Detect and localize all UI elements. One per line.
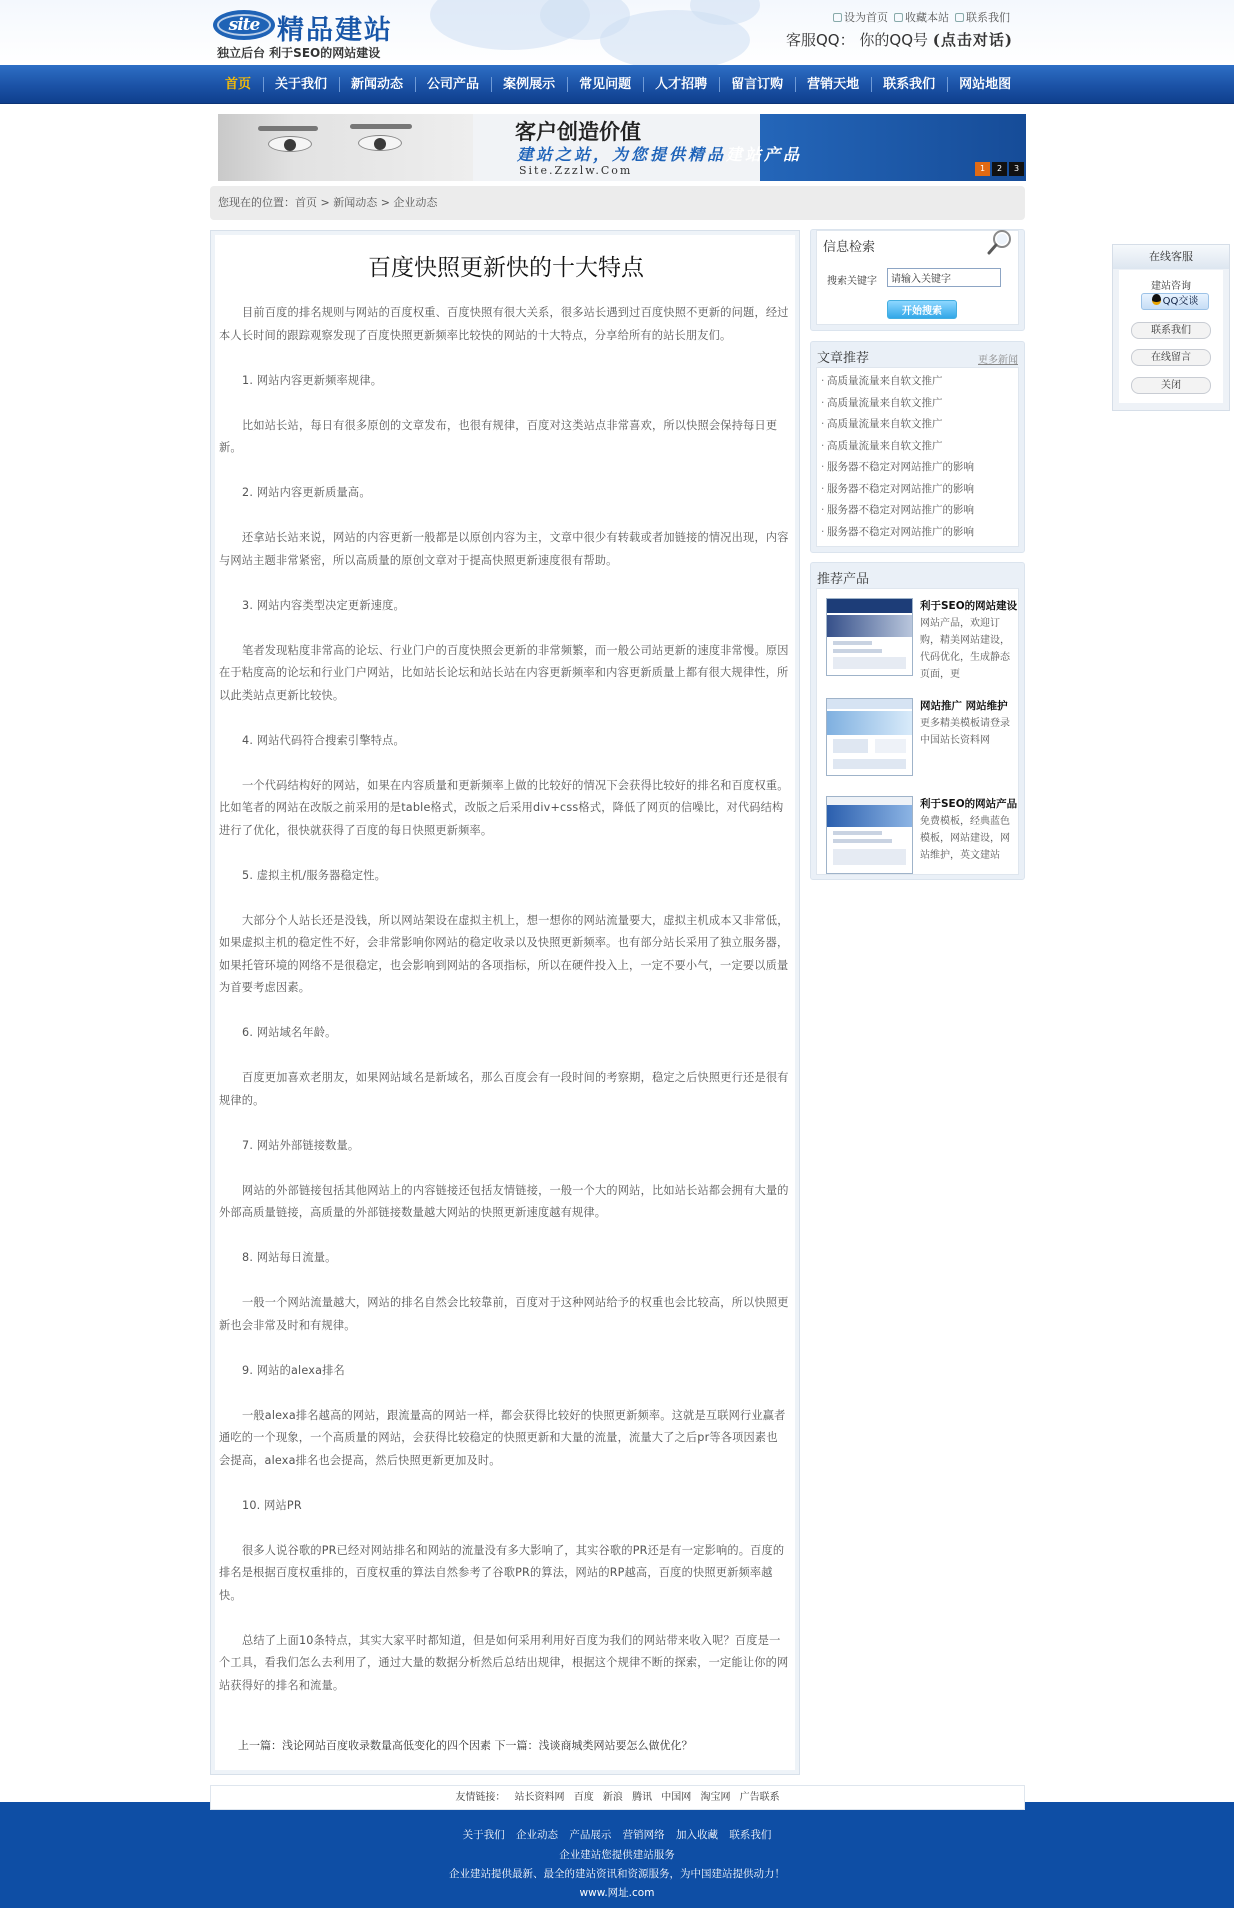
products-panel-title: 推荐产品: [817, 572, 870, 587]
article-section-heading: 6. 网站域名年龄。: [242, 1026, 337, 1039]
product-name[interactable]: 利于SEO的网站产品: [920, 798, 1018, 810]
contact-icon: [955, 13, 964, 22]
friend-link[interactable]: 中国网: [661, 1792, 692, 1803]
hero-banner[interactable]: [218, 114, 1026, 181]
nav-item-contact[interactable]: 联系我们: [871, 65, 947, 104]
article-paragraph: 一般一个网站流量越大，网站的排名自然会比较靠前，百度对于这种网站给予的权重也会比较高，所以快照更新也会非常及时和有规律。: [219, 1296, 789, 1332]
search-panel: [810, 229, 1025, 331]
qq-chat-button[interactable]: [1141, 293, 1209, 310]
product-info: [920, 796, 1018, 864]
nav-item-order[interactable]: 留言订购: [719, 65, 795, 104]
online-service-subtitle: 建站咨询: [1151, 281, 1191, 292]
product-info: [920, 698, 1018, 749]
footer-line-1: 企业建站您提供建站服务: [559, 1849, 675, 1861]
thumb-block: [833, 657, 906, 669]
bookmark-link[interactable]: [894, 9, 949, 25]
thumb-banner: [827, 711, 912, 735]
footer-link[interactable]: 产品展示: [569, 1829, 612, 1841]
friend-links-label: 友情链接：: [455, 1792, 506, 1803]
product-item[interactable]: [823, 796, 1018, 880]
product-thumbnail[interactable]: [826, 796, 913, 874]
friend-link[interactable]: 百度: [573, 1792, 594, 1803]
article-paragraph: 大部分个人站长还是没钱，所以网站架设在虚拟主机上，想一想你的网站流量要大，虚拟主机成本又非常低，如果虚拟主机的稳定性不好，会非常影响你网站的稳定收录以及快照更新频率。也有部分站长采用了独立服务器，如果托管环境的网络不是很稳定，也会影响到网站的各项指标，所以在硬件投入上，一定不要小气，一定要以质量为首要考虑因素。: [219, 913, 789, 994]
friend-link[interactable]: 腾讯: [632, 1792, 653, 1803]
article-section-heading: 3. 网站内容类型决定更新速度。: [242, 598, 405, 612]
online-service-title: 在线客服: [1113, 245, 1229, 269]
nav-item-about[interactable]: 关于我们: [263, 65, 339, 104]
header-background: [0, 0, 1234, 64]
list-item[interactable]: · 服务器不稳定对网站推广的影响: [821, 479, 974, 501]
product-name[interactable]: 利于SEO的网站建设: [920, 600, 1018, 612]
thumb-header: [827, 699, 912, 709]
qq-value: 你的QQ号: [859, 31, 929, 49]
search-button[interactable]: 开始搜索: [887, 300, 957, 319]
logo-name: 精品建站: [277, 15, 393, 46]
banner-subtitle: [517, 142, 802, 165]
article-panel: [210, 230, 800, 1775]
main-nav: [0, 65, 1234, 104]
qq-contact[interactable]: [786, 29, 1013, 50]
article-section-heading: 2. 网站内容更新质量高。: [242, 486, 371, 499]
footer-link[interactable]: 营销网络: [622, 1829, 665, 1841]
banner-subtitle-b: 建站产品: [726, 145, 803, 164]
more-news-link[interactable]: 更多新闻: [978, 355, 1018, 366]
product-desc: 网站产品，欢迎订购，精美网站建设，代码优化，生成静态页面，更: [920, 618, 1010, 680]
product-thumbnail[interactable]: [826, 698, 913, 776]
home-icon: [833, 13, 842, 22]
friend-link[interactable]: 广告联系: [739, 1792, 780, 1803]
contact-link[interactable]: [955, 9, 1010, 25]
set-homepage-label: 设为首页: [844, 11, 888, 24]
thumb-header: [827, 797, 912, 805]
footer-links: [0, 1827, 1234, 1842]
site-logo[interactable]: [213, 9, 413, 60]
footer-link[interactable]: 联系我们: [729, 1829, 772, 1841]
product-thumbnail[interactable]: [826, 598, 913, 676]
top-links: [833, 9, 1010, 25]
banner-brow-left: [258, 126, 318, 131]
breadcrumb[interactable]: 您现在的位置：首页 > 新闻动态 > 企业动态: [210, 186, 1025, 220]
service-message-button[interactable]: 在线留言: [1131, 349, 1211, 366]
nav-item-jobs[interactable]: 人才招聘: [643, 65, 719, 104]
article-section-heading: 1. 网站内容更新频率规律。: [242, 373, 383, 387]
article-body: [219, 302, 789, 1720]
article-section-heading: 9. 网站的alexa排名: [242, 1363, 345, 1377]
footer-line-2: 企业建站提供最新、最全的建站资讯和资源服务，为中国建站提供动力！: [449, 1868, 785, 1880]
list-item[interactable]: · 服务器不稳定对网站推广的影响: [821, 522, 974, 544]
thumb-line: [833, 641, 872, 645]
thumb-block: [833, 739, 868, 753]
thumb-line: [833, 831, 882, 835]
product-desc: 免费模板，经典蓝色模板，网站建设，网站维护，英文建站: [920, 816, 1010, 861]
friend-link[interactable]: 新浪: [602, 1792, 623, 1803]
list-item[interactable]: · 高质量流量来自软文推广: [821, 393, 974, 415]
nav-item-news[interactable]: 新闻动态: [339, 65, 415, 104]
qq-penguin-icon: [1152, 294, 1161, 305]
article-paragraph: 百度更加喜欢老朋友，如果网站域名是新域名，那么百度会有一段时间的考察期，稳定之后快照更行还是很有规律的。: [219, 1071, 789, 1107]
search-panel-inner: [816, 230, 1019, 325]
thumb-block: [875, 739, 906, 753]
prev-next-links[interactable]: 上一篇：浅论网站百度收录数量高低变化的四个因素 下一篇：浅谈商城类网站要怎么做优化？: [238, 1739, 693, 1752]
article-paragraph: 总结了上面10条特点，其实大家平时都知道，但是如何采用利用好百度为我们的网站带来收入呢？百度是一个工具，看我们怎么去利用了，通过大量的数据分析然后总结出规律，根据这个规律不断的探索，一定能让你的网站获得好的排名和流量。: [219, 1633, 789, 1692]
article-paragraph: 目前百度的排名规则与网站的百度权重、百度快照有很大关系，很多站长遇到过百度快照不更新的问题，经过本人长时间的跟踪观察发现了百度快照更新频率比较快的网站的十大特点，分享给所有的站长朋友们。: [219, 306, 789, 342]
thumb-header: [827, 599, 912, 613]
bookmark-label: 收藏本站: [905, 11, 949, 24]
nav-item-faq[interactable]: 常见问题: [567, 65, 643, 104]
list-item[interactable]: · 高质量流量来自软文推广: [821, 414, 974, 436]
search-label: 搜索关键字: [827, 276, 877, 287]
articles-panel-inner: [816, 367, 1019, 547]
article-paragraph: 很多人说谷歌的PR已经对网站排名和网站的流量没有多大影响了，其实谷歌的PR还是有一定影响的。百度的排名是根据百度权重排的，百度权重的算法自然参考了谷歌PR的算法，网站的RP越高，百度的快照更新频率越快。: [219, 1543, 785, 1602]
nav-item-home[interactable]: 首页: [225, 77, 252, 92]
list-item[interactable]: · 服务器不稳定对网站推广的影响: [821, 500, 974, 522]
qq-chat-label: QQ交谈: [1162, 296, 1199, 307]
nav-item-cases[interactable]: 案例展示: [491, 65, 567, 104]
bookmark-icon: [894, 13, 903, 22]
articles-panel-title: 文章推荐: [817, 351, 870, 366]
banner-eye-right: [358, 135, 402, 151]
thumb-banner: [827, 805, 912, 827]
list-item[interactable]: · 服务器不稳定对网站推广的影响: [821, 457, 974, 479]
search-panel-title: 信息检索: [823, 240, 876, 255]
thumb-line: [833, 839, 892, 843]
recommended-products-panel: [810, 562, 1025, 880]
online-service-widget: [1112, 244, 1230, 411]
nav-item-marketing[interactable]: 营销天地: [795, 65, 871, 104]
article-section-heading: 5. 虚拟主机/服务器稳定性。: [242, 868, 387, 882]
banner-subtitle-a: 建站之站，为您提供精品: [517, 145, 727, 164]
article-section-heading: 10. 网站PR: [242, 1498, 302, 1512]
contact-label: 联系我们: [966, 11, 1010, 24]
banner-face-image: [218, 114, 473, 181]
service-contact-button[interactable]: 联系我们: [1131, 322, 1211, 339]
banner-eye-left: [268, 136, 312, 152]
recommended-articles-panel: [810, 341, 1025, 553]
logo-badge: site: [213, 10, 275, 40]
friend-links-bar: [210, 1785, 1025, 1810]
nav-item-sitemap[interactable]: 网站地图: [947, 65, 1023, 104]
list-item[interactable]: · 高质量流量来自软文推广: [821, 371, 974, 393]
product-desc: 更多精美模板请登录中国站长资料网: [920, 718, 1010, 746]
nav-item-products[interactable]: 公司产品: [415, 65, 491, 104]
article-paragraph: 笔者发现粘度非常高的论坛、行业门户的百度快照会更新的非常频繁，而一般公司站更新的速度非常慢。原因在于粘度高的论坛和行业门户网站，比如站长论坛和站长站在内容更新频率和内容更新质量上都有很大规律性，所以此类站点更新比较快。: [219, 643, 789, 702]
banner-dot-1[interactable]: 1: [975, 162, 990, 176]
product-item[interactable]: [823, 698, 1018, 782]
thumb-line: [833, 649, 882, 653]
footer-link[interactable]: 加入收藏: [676, 1829, 719, 1841]
article-paragraph: 比如站长站，每日有很多原创的文章发布，也很有规律，百度对这类站点非常喜欢，所以快照会保持每日更新。: [219, 418, 778, 454]
logo-slogan: 独立后台 利于SEO的网站建设: [217, 46, 381, 60]
set-homepage-link[interactable]: [833, 9, 888, 25]
article-paragraph: 还拿站长站来说，网站的内容更新一般都是以原创内容为主，文章中很少有转载或者加链接的情况出现，内容与网站主题非常紧密，所以高质量的原创文章对于提高快照更新速度很有帮助。: [219, 531, 789, 567]
magnifier-icon: [986, 228, 1014, 256]
banner-pager: [975, 162, 1024, 176]
article-list: [821, 371, 974, 543]
search-input[interactable]: [887, 268, 1001, 287]
banner-brow-right: [350, 124, 412, 129]
online-service-body: [1119, 270, 1223, 403]
article-paragraph: 网站的外部链接包括其他网站上的内容链接还包括友情链接，一般一个大的网站，比如站长站都会拥有大量的外部高质量链接，高质量的外部链接数量越大网站的快照更新速度越有规律。: [219, 1183, 789, 1219]
product-name[interactable]: 网站推广 网站维护: [920, 700, 1008, 712]
products-panel-inner: [816, 588, 1019, 875]
article-paragraph: 一个代码结构好的网站，如果在内容质量和更新频率上做的比较好的情况下会获得比较好的排名和百度权重。比如笔者的网站在改版之前采用的是table格式，改版之后采用div+css格式，降低了网页的信噪比，对代码结构进行了优化，很快就获得了百度的每日快照更新频率。: [219, 778, 789, 837]
footer-link[interactable]: 企业动态: [515, 1829, 558, 1841]
list-item[interactable]: · 高质量流量来自软文推广: [821, 436, 974, 458]
article-title: 百度快照更新快的十大特点: [368, 255, 644, 281]
article-paragraph: 一般alexa排名越高的网站，跟流量高的网站一样，都会获得比较好的快照更新频率。这就是互联网行业赢者通吃的一个现象，一个高质量的网站，会获得比较稳定的快照更新和大量的流量，流量大了之后pr等各项因素也会提高，alexa排名也会提高，然后快照更新更加及时。: [219, 1408, 786, 1467]
qq-chat-link[interactable]: (点击对话): [932, 31, 1013, 49]
article-section-heading: 8. 网站每日流量。: [242, 1251, 337, 1264]
product-info: [920, 598, 1018, 683]
article-section-heading: 7. 网站外部链接数量。: [242, 1138, 360, 1152]
thumb-block: [833, 849, 906, 865]
banner-dot-3[interactable]: 3: [1009, 162, 1024, 176]
banner-url: Site.Zzzlw.Com: [519, 164, 633, 177]
banner-title: 客户创造价值: [515, 120, 641, 144]
friend-link[interactable]: 站长资料网: [514, 1792, 565, 1803]
product-item[interactable]: [823, 598, 1018, 682]
footer-line-3: www.网址.com: [579, 1887, 655, 1899]
thumb-block: [833, 759, 906, 769]
qq-label: 客服QQ：: [785, 31, 855, 49]
thumb-banner: [827, 615, 912, 637]
service-close-button[interactable]: 关闭: [1131, 377, 1211, 394]
friend-link[interactable]: 淘宝网: [700, 1792, 731, 1803]
article-section-heading: 4. 网站代码符合搜索引擎特点。: [242, 733, 405, 747]
footer-link[interactable]: 关于我们: [462, 1829, 505, 1841]
banner-dot-2[interactable]: 2: [992, 162, 1007, 176]
